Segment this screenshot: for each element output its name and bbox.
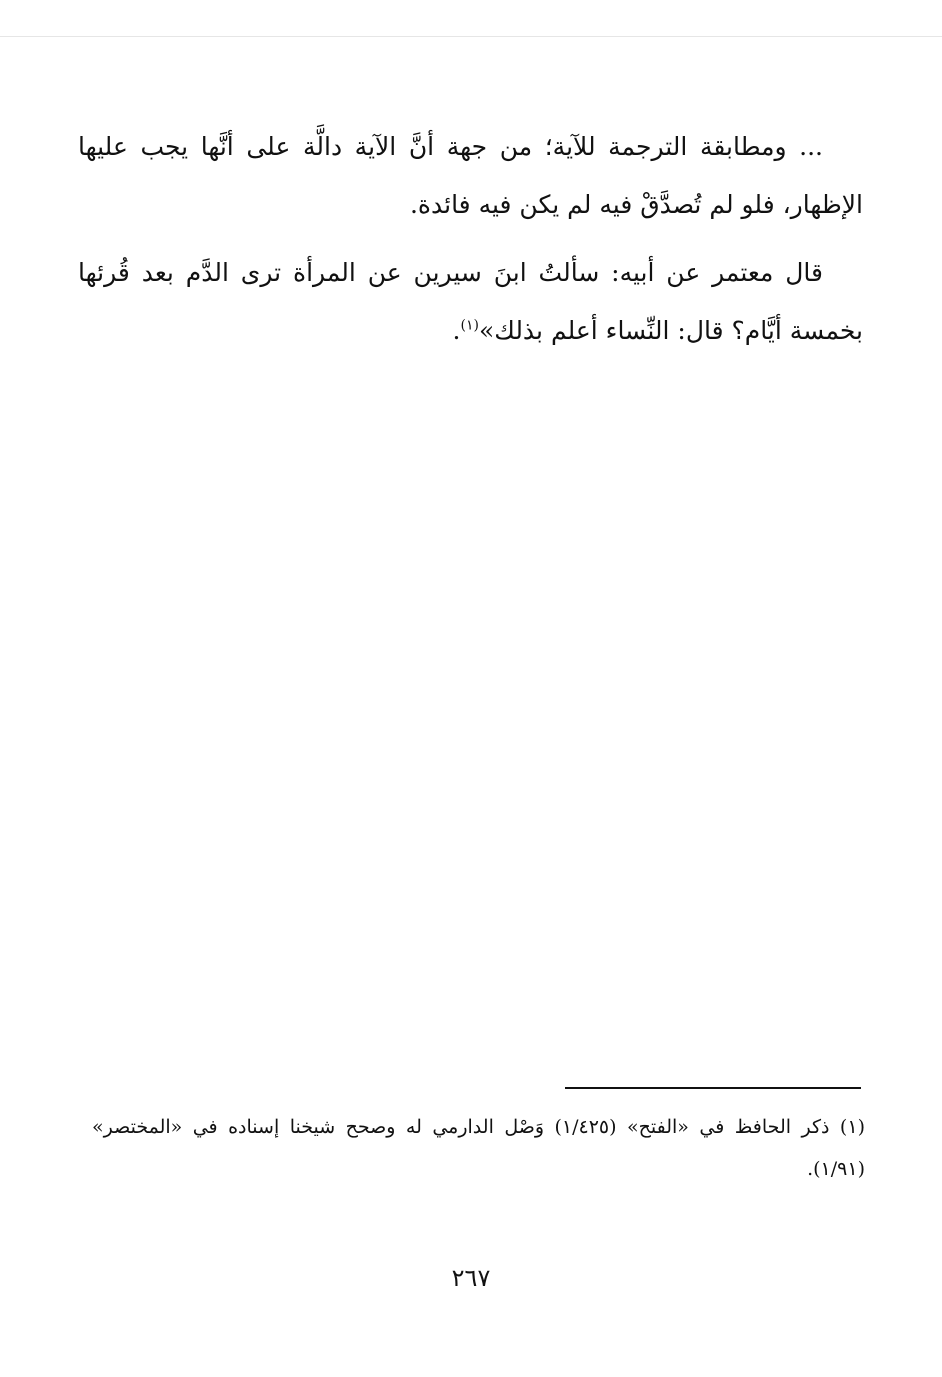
footnote-1: (١) ذكر الحافظ في «الفتح» (١/٤٢٥) وَصْل الدارمي له وصحح شيخنا إسناده في «المختصر» (١/٩١). bbox=[92, 1116, 865, 1180]
paragraph-2-end: . bbox=[452, 316, 461, 345]
page-number: ٢٦٧ bbox=[451, 1264, 491, 1292]
scan-edge-line bbox=[0, 36, 942, 37]
footnote-separator bbox=[565, 1087, 861, 1089]
paragraph-2 bbox=[78, 244, 863, 360]
footnotes-section bbox=[92, 1106, 865, 1190]
paragraph-2-text: قال معتمر عن أبيه: سألتُ ابنَ سيرين عن المرأة ترى الدَّم بعد قُرئها بخمسة أيَّام؟ قال: النِّساء أعلم بذلك» bbox=[78, 258, 863, 345]
footnote-reference[interactable]: (١) bbox=[460, 317, 479, 334]
paragraph-1: ... ومطابقة الترجمة للآية؛ من جهة أنَّ الآية دالَّة على أنَّها يجب عليها الإظهار، فلو لم تُصدَّقْ فيه لم يكن فيه فائدة. bbox=[78, 132, 863, 219]
main-text bbox=[78, 118, 863, 370]
